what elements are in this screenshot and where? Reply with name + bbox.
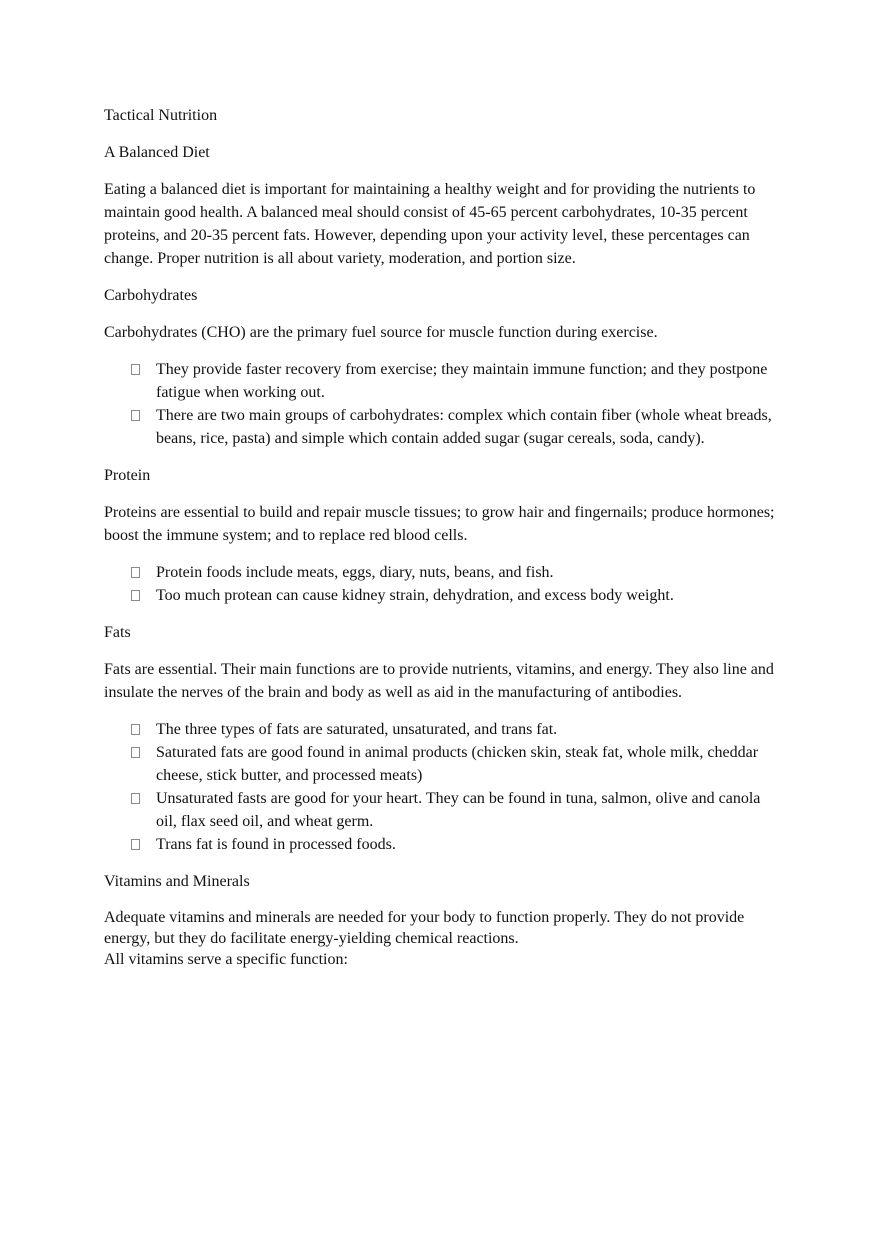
bullet-box-icon — [131, 590, 140, 601]
list-item: They provide faster recovery from exercise; they maintain immune function; and they postpone fatigue when working out. — [104, 358, 779, 404]
document-title: Tactical Nutrition — [104, 107, 218, 124]
list-item: Trans fat is found in processed foods. — [104, 833, 779, 856]
bullet-box-icon — [131, 724, 140, 735]
list-item: Unsaturated fasts are good for your heart. They can be found in tuna, salmon, olive and canola oil, flax seed oil, and wheat germ. — [104, 787, 779, 833]
section-heading-protein: Protein — [104, 467, 151, 484]
bullet-list-carbohydrates — [104, 358, 779, 450]
paragraph-balanced-diet: Eating a balanced diet is important for maintaining a healthy weight and for providing the nutrients to maintain good health. A balanced meal should consist of 45-65 percent carbohydrates, 10-35 percent proteins, and 20-35 percent fats. However, depending upon your activity level, these percentages can change. Proper nutrition is all about variety, moderation, and portion size. — [104, 181, 756, 267]
document-page — [104, 104, 779, 970]
paragraph-carbohydrates: Carbohydrates (CHO) are the primary fuel source for muscle function during exercise. — [104, 324, 658, 341]
list-item: Saturated fats are good found in animal products (chicken skin, steak fat, whole milk, cheddar cheese, stick butter, and processed meats) — [104, 741, 779, 787]
paragraph-vitamins-minerals: Adequate vitamins and minerals are needed for your body to function properly. They do not provide energy, but they do facilitate energy-yielding chemical reactions. — [104, 909, 745, 947]
bullet-box-icon — [131, 410, 140, 421]
section-heading-vitamins-minerals: Vitamins and Minerals — [104, 873, 250, 890]
paragraph-protein: Proteins are essential to build and repair muscle tissues; to grow hair and fingernails; produce hormones; boost the immune system; and to replace red blood cells. — [104, 504, 775, 544]
list-item: The three types of fats are saturated, unsaturated, and trans fat. — [104, 718, 779, 741]
section-heading-balanced-diet: A Balanced Diet — [104, 144, 210, 161]
section-heading-carbohydrates: Carbohydrates — [104, 287, 198, 304]
bullet-box-icon — [131, 364, 140, 375]
section-heading-fats: Fats — [104, 624, 131, 641]
bullet-list-fats — [104, 718, 779, 856]
paragraph-fats: Fats are essential. Their main functions are to provide nutrients, vitamins, and energy. They also line and insulate the nerves of the brain and body as well as aid in the manufacturing of antibodies. — [104, 661, 774, 701]
bullet-box-icon — [131, 793, 140, 804]
bullet-list-protein — [104, 561, 779, 607]
paragraph-vitamins-function: All vitamins serve a specific function: — [104, 951, 348, 968]
list-item: Protein foods include meats, eggs, diary, nuts, beans, and fish. — [104, 561, 779, 584]
bullet-box-icon — [131, 747, 140, 758]
bullet-box-icon — [131, 839, 140, 850]
list-item: Too much protean can cause kidney strain, dehydration, and excess body weight. — [104, 584, 779, 607]
list-item: There are two main groups of carbohydrates: complex which contain fiber (whole wheat breads, beans, rice, pasta) and simple which contain added sugar (sugar cereals, soda, candy). — [104, 404, 779, 450]
bullet-box-icon — [131, 567, 140, 578]
